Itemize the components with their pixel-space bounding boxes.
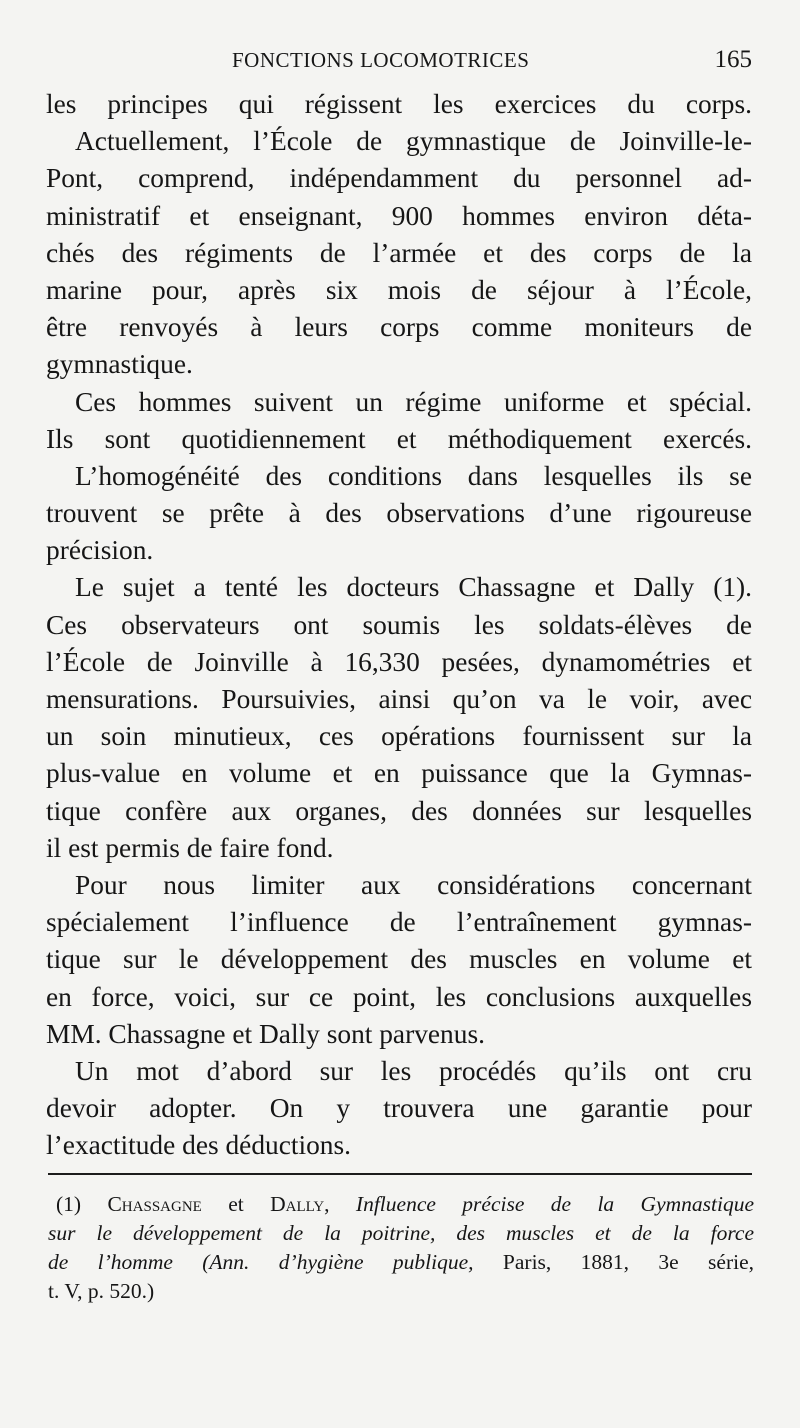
text-line: il est permis de faire fond. xyxy=(46,832,334,863)
text-line: en force, voici, sur ce point, les conclusions auxquelles xyxy=(46,981,752,1012)
text-line: ministratif et enseignant, 900 hommes environ déta- xyxy=(46,200,752,231)
text-line: plus-value en volume et en puissance que la Gymnas- xyxy=(46,758,752,789)
text-line: précision. xyxy=(46,535,154,566)
text-line: Ils sont quotidiennement et méthodiquement exercés. xyxy=(46,423,752,454)
footnote-rule xyxy=(48,1173,752,1175)
text-line: mensurations. Poursuivies, ainsi qu’on va le voir, avec xyxy=(46,684,752,714)
text-line: tique sur le développement des muscles en volume et xyxy=(46,944,752,975)
text-line: Un mot d’abord sur les procédés qu’ils ont cru xyxy=(75,1055,752,1086)
running-title: FONCTIONS LOCOMOTRICES xyxy=(232,48,530,72)
text-line: spécialement l’influence de l’entraînement gymnas- xyxy=(46,907,752,938)
footnote-line: sur le développement de la poitrine, des muscles et de la force xyxy=(48,1221,754,1245)
footnote-line xyxy=(48,1248,754,1277)
text-line: Actuellement, l’École de gymnastique de Joinville-le- xyxy=(75,126,752,157)
footnote-publication: Paris, 1881, 3e série, xyxy=(502,1250,755,1274)
text-line: gymnastique. xyxy=(46,349,193,380)
text-line: tique confère aux organes, des données sur lesquelles xyxy=(46,795,752,826)
text-line: être renvoyés à leurs corps comme moniteurs de xyxy=(46,312,752,343)
text-line: marine pour, après six mois de séjour à l’École, xyxy=(46,274,752,305)
text-line: Pour nous limiter aux considérations concernant xyxy=(75,869,752,900)
footnote-line xyxy=(48,1190,754,1219)
footnote-author: Dally, xyxy=(270,1192,330,1216)
page-number: 165 xyxy=(714,46,752,73)
text-line: Ces observateurs ont soumis les soldats-élèves de xyxy=(46,609,752,640)
text-line: chés des régiments de l’armée et des corps de la xyxy=(46,237,752,268)
footnote-author: Chassagne xyxy=(107,1192,202,1216)
text-line: Pont, comprend, indépendamment du personnel ad- xyxy=(46,163,752,194)
footnote-title: Influence précise de la Gymnastique xyxy=(355,1192,755,1216)
text-line: Ces hommes suivent un régime uniforme et spécial. xyxy=(75,386,752,417)
text-line: devoir adopter. On y trouvera une garantie pour xyxy=(46,1093,752,1124)
footnote-marker: (1) xyxy=(56,1192,82,1216)
running-head xyxy=(46,44,752,76)
footnote-conjunction: et xyxy=(228,1192,244,1216)
text-line: trouvent se prête à des observations d’une rigoureuse xyxy=(46,498,752,529)
text-line: L’homogénéité des conditions dans lesquelles ils se xyxy=(75,460,752,491)
footnote-title: de l’homme xyxy=(48,1250,173,1274)
text-line: l’exactitude des déductions. xyxy=(46,1130,352,1161)
body-text xyxy=(46,86,752,1164)
text-line: les principes qui régissent les exercices du corps. xyxy=(46,89,752,119)
text-line: l’École de Joinville à 16,330 pesées, dynamométries et xyxy=(46,646,752,677)
text-line: MM. Chassagne et Dally sont parvenus. xyxy=(46,1018,485,1049)
footnote-line: t. V, p. 520.) xyxy=(48,1279,155,1303)
text-line: un soin minutieux, ces opérations fournissent sur la xyxy=(46,721,752,752)
footnote-journal: (Ann. d’hygiène publique, xyxy=(202,1250,474,1274)
text-line: Le sujet a tenté les docteurs Chassagne et Dally (1). xyxy=(75,572,752,603)
footnote xyxy=(48,1190,754,1306)
